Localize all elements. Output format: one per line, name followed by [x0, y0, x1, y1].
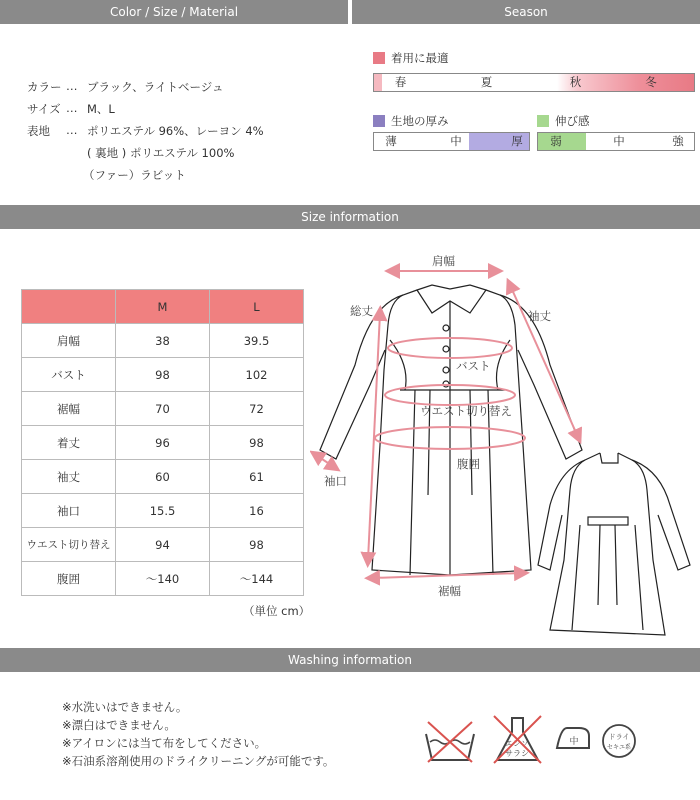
thickness-legend-swatch: [373, 115, 385, 127]
size-row: [27, 101, 115, 117]
thickness-thin: 薄: [385, 134, 397, 148]
size-table-header-row: [22, 290, 304, 324]
table-row: [22, 562, 304, 596]
cell-m: 98: [116, 358, 210, 392]
stretch-medium: 中: [613, 134, 625, 148]
stretch-weak: 弱: [550, 134, 562, 148]
stretch-bar: [537, 132, 695, 151]
thickness-thick: 厚: [511, 134, 523, 148]
wash-note: ※アイロンには当て布をしてください。: [62, 736, 267, 750]
thickness-legend-label: 生地の厚み: [391, 114, 449, 128]
washing-information-header: Washing information: [0, 648, 700, 672]
cell-m: 96: [116, 426, 210, 460]
cell-m: 38: [116, 324, 210, 358]
table-row: [22, 528, 304, 562]
lining-value: ( 裏地 ) ポリエステル 100%: [87, 146, 235, 160]
bleach-text-top: エンソ: [505, 739, 529, 748]
season-winter: 冬: [645, 75, 657, 89]
size-information-header: Size information: [0, 205, 700, 229]
season-summer: 夏: [480, 75, 493, 89]
iron-medium-icon: [553, 722, 593, 754]
thickness-medium: 中: [450, 134, 462, 148]
fabric-value: ポリエステル 96%、レーヨン 4%: [87, 124, 264, 138]
diagram-label-belly: 腹囲: [457, 457, 480, 471]
cell-l: 98: [210, 426, 304, 460]
diagram-label-sleeve: 袖丈: [528, 309, 551, 323]
diagram-label-cuff: 袖口: [324, 474, 347, 488]
diagram-label-bust: バスト: [456, 359, 491, 373]
cell-l: 72: [210, 392, 304, 426]
bleach-text-bottom: サラシ: [505, 749, 529, 758]
cell-m: 15.5: [116, 494, 210, 528]
table-row: [22, 358, 304, 392]
table-row: [22, 324, 304, 358]
no-bleach-icon: [490, 712, 545, 767]
table-row: [22, 392, 304, 426]
cell-l: 102: [210, 358, 304, 392]
cell-m: 94: [116, 528, 210, 562]
row-label: 着丈: [22, 426, 116, 460]
cell-m: ～140: [116, 562, 210, 596]
season-spring: 春: [394, 75, 407, 89]
color-key: カラー: [27, 80, 62, 94]
cell-m: 70: [116, 392, 210, 426]
iron-medium-text: 中: [569, 737, 579, 747]
wear-legend-label: 着用に最適: [391, 51, 449, 65]
wash-note: ※水洗いはできません。: [62, 700, 188, 714]
cell-l: 98: [210, 528, 304, 562]
cell-l: 39.5: [210, 324, 304, 358]
table-row: [22, 460, 304, 494]
diagram-label-waist: ウエスト切り替え: [420, 404, 512, 418]
size-table-header-blank: [22, 290, 116, 324]
diagram-label-length: 総丈: [350, 304, 373, 318]
dry-clean-icon: [600, 722, 638, 760]
stretch-legend-label: 伸び感: [555, 114, 590, 128]
fabric-sep: …: [66, 123, 78, 137]
size-value: M、L: [87, 102, 115, 116]
material-header: Color / Size / Material: [0, 0, 348, 24]
row-label: 袖口: [22, 494, 116, 528]
table-row: [22, 426, 304, 460]
row-label: 裾幅: [22, 392, 116, 426]
size-table-header-l: L: [210, 290, 304, 324]
fabric-row: [27, 123, 264, 139]
row-label: バスト: [22, 358, 116, 392]
wash-note: ※石油系溶剤使用のドライクリーニングが可能です。: [62, 754, 335, 768]
season-header: Season: [352, 0, 700, 24]
dry-clean-text-bottom: セキユ系: [606, 744, 632, 751]
row-label: 肩幅: [22, 324, 116, 358]
cell-l: 16: [210, 494, 304, 528]
no-wash-icon: [420, 716, 480, 766]
thickness-bar: [373, 132, 530, 151]
row-label: ウエスト切り替え: [22, 528, 116, 562]
color-sep: …: [66, 79, 78, 93]
coat-back-drawing: [538, 453, 690, 635]
size-table-header-m: M: [116, 290, 210, 324]
season-bar: [373, 73, 695, 92]
cell-l: ～144: [210, 562, 304, 596]
dry-clean-text-top: ドライ: [608, 733, 630, 741]
size-key: サイズ: [27, 102, 61, 116]
size-table: [21, 289, 304, 596]
color-row: [27, 79, 224, 95]
garment-diagram: [310, 245, 700, 640]
cell-l: 61: [210, 460, 304, 494]
diagram-label-shoulder: 肩幅: [432, 254, 455, 268]
wear-legend-swatch: [373, 52, 385, 64]
fur-value: （ファー）ラビット: [83, 168, 186, 182]
season-autumn: 秋: [569, 75, 582, 89]
row-label: 袖丈: [22, 460, 116, 494]
color-value: ブラック、ライトベージュ: [87, 80, 224, 94]
row-label: 腹囲: [22, 562, 116, 596]
cell-m: 60: [116, 460, 210, 494]
size-sep: …: [66, 101, 78, 115]
coat-front-drawing: [320, 285, 582, 575]
wash-note: ※漂白はできません。: [62, 718, 176, 732]
fabric-key: 表地: [27, 124, 50, 138]
table-row: [22, 494, 304, 528]
diagram-label-hem: 裾幅: [438, 584, 461, 598]
stretch-strong: 強: [672, 134, 684, 148]
stretch-legend-swatch: [537, 115, 549, 127]
unit-label: （単位 cm）: [243, 604, 311, 618]
